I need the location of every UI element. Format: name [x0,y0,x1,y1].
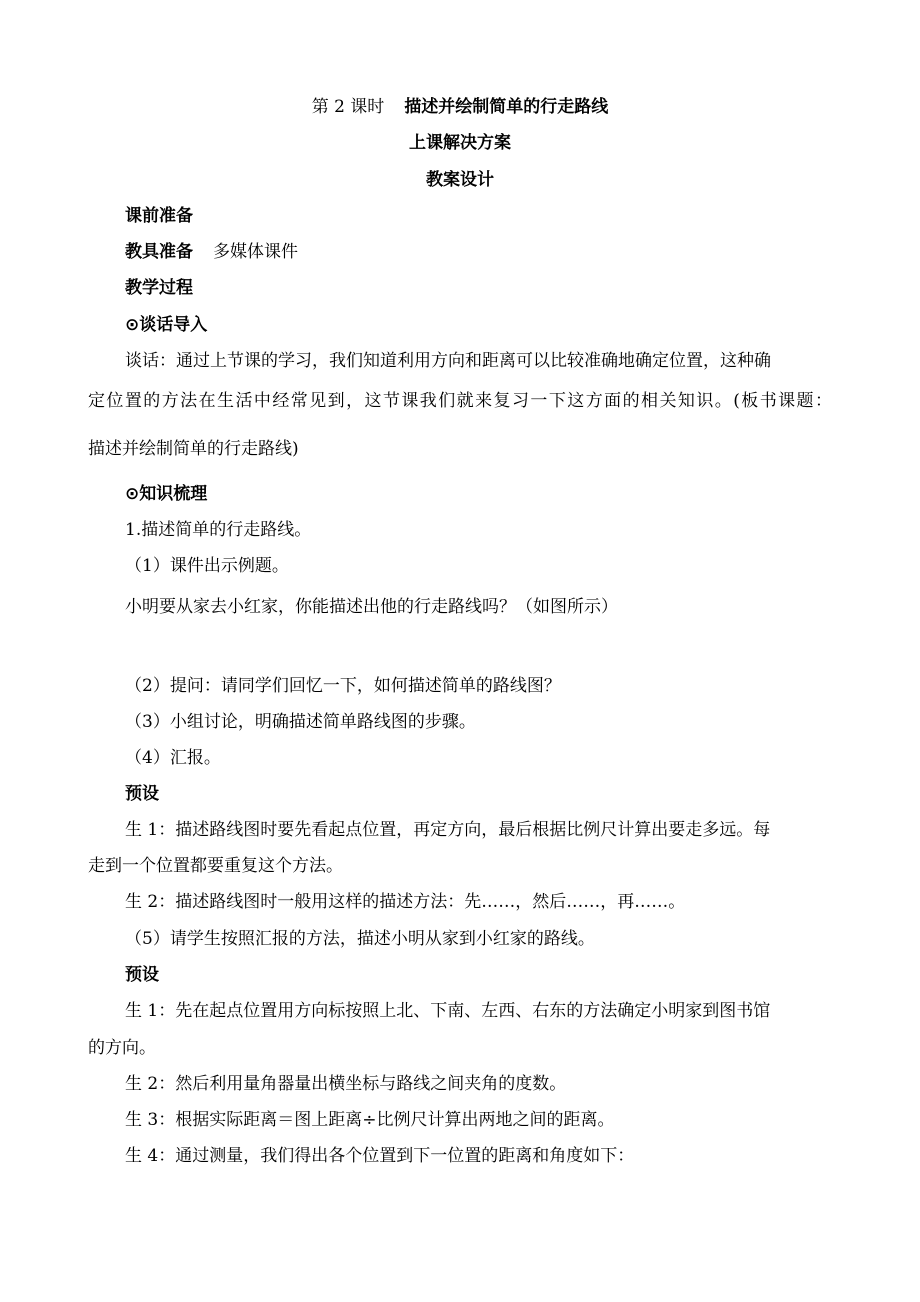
knowledge-item-2: （1）课件出示例题。 [125,556,289,576]
intro-paragraph-line-1: 谈话：通过上节课的学习，我们知道利用方向和距离可以比较准确地确定位置，这种确 [125,351,771,371]
knowledge-example: 小明要从家去小红家，你能描述出他的行走路线吗？（如图所示） [125,597,618,617]
student-2-line: 生 2：描述路线图时一般用这样的描述方法：先……，然后……，再……。 [125,892,686,912]
lesson-title: 描述并绘制简单的行走路线 [404,97,609,117]
knowledge-item-4: （3）小组讨论，明确描述简单路线图的步骤。 [125,712,476,732]
student-1-line-2: 走到一个位置都要重复这个方法。 [88,856,343,876]
intro-paragraph-line-3: 描述并绘制简单的行走路线) [88,439,299,459]
prep-heading: 课前准备 [125,206,193,226]
intro-paragraph-line-2: 定位置的方法在生活中经常见到，这节课我们就来复习一下这方面的相关知识。(板书课题： [88,391,832,411]
intro-heading: ⊙谈话导入 [125,315,208,335]
student-1-line-1: 生 1：描述路线图时要先看起点位置，再定方向，最后根据比例尺计算出要走多远。每 [125,820,771,840]
tools-value: 多媒体课件 [213,242,298,262]
subtitle: 上课解决方案 [409,133,511,153]
preset-label-2: 预设 [125,965,159,985]
knowledge-item-1: 1.描述简单的行走路线。 [125,520,312,540]
lesson-heading [0,96,920,118]
knowledge-item-5: （4）汇报。 [125,748,221,768]
student-answer-3: 生 3：根据实际距离＝图上距离÷比例尺计算出两地之间的距离。 [125,1110,615,1130]
knowledge-heading: ⊙知识梳理 [125,484,208,504]
process-heading: 教学过程 [125,278,193,298]
student-answer-2: 生 2：然后利用量角器量出横坐标与路线之间夹角的度数。 [125,1074,567,1094]
knowledge-item-6: （5）请学生按照汇报的方法，描述小明从家到小红家的路线。 [125,929,595,949]
preset-label-1: 预设 [125,784,159,804]
lesson-number: 第 2 课时 [311,97,385,117]
student-answer-1-line-2: 的方向。 [88,1038,156,1058]
student-answer-1-line-1: 生 1：先在起点位置用方向标按照上北、下南、左西、右东的方法确定小明家到图书馆 [125,1001,771,1021]
knowledge-item-3: （2）提问：请同学们回忆一下，如何描述简单的路线图？ [125,676,561,696]
tools-line [125,241,298,263]
student-answer-4: 生 4：通过测量，我们得出各个位置到下一位置的距离和角度如下： [125,1146,635,1166]
section-title: 教案设计 [426,170,494,190]
tools-label: 教具准备 [125,242,193,262]
